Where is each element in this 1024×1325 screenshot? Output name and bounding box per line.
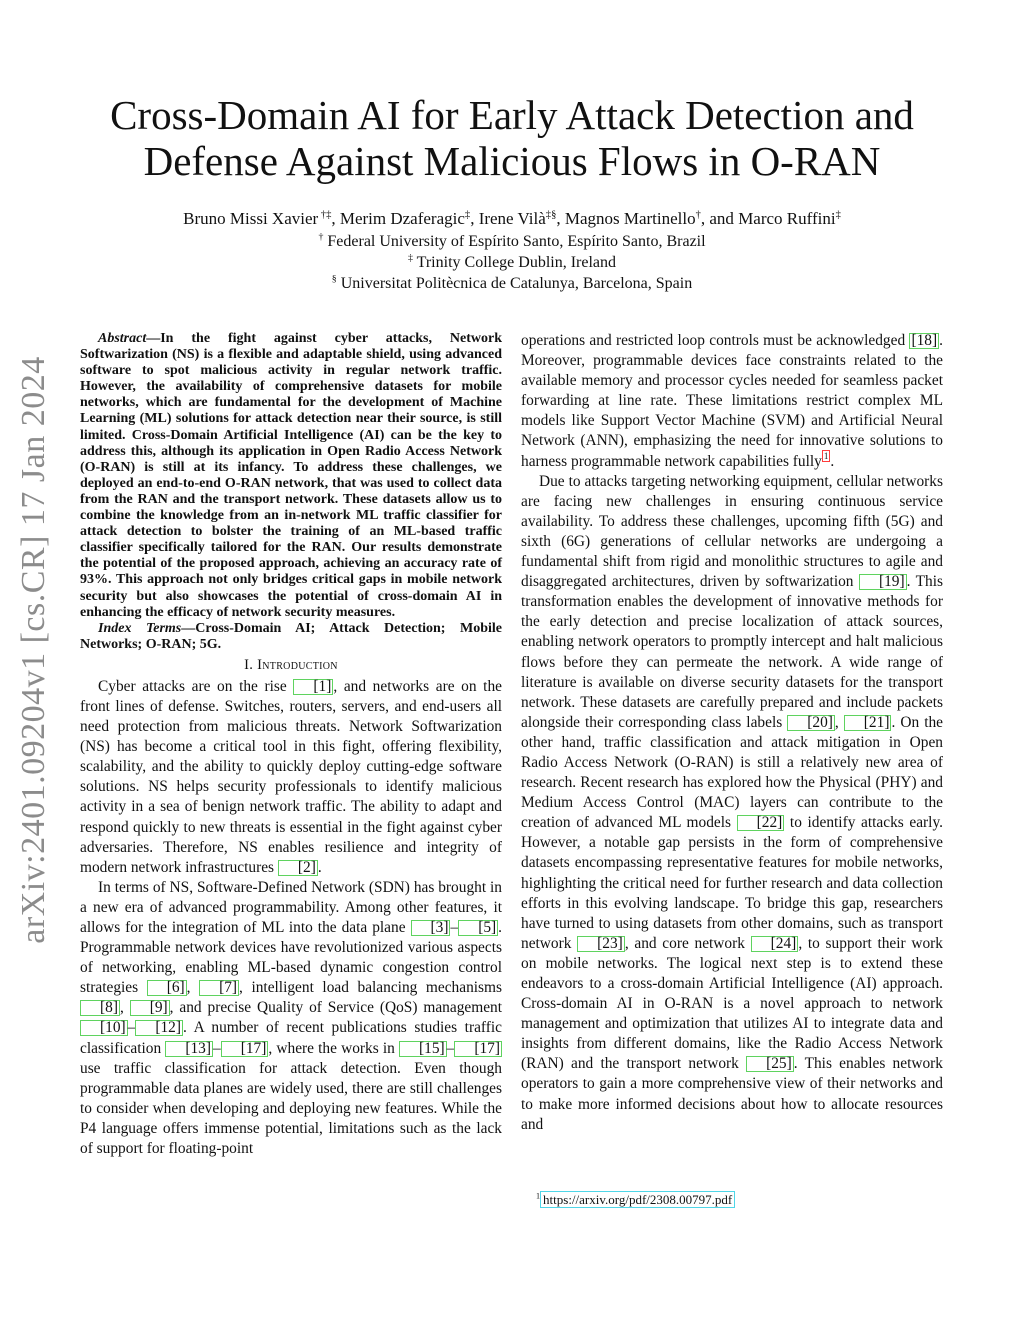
text-run: . A number of recent publications studies traffic classification [80, 1019, 502, 1057]
text-run: In terms of NS, Software-Defined Network (SDN) has brought in a new era of advanced programmability. Among other features, it allows for the integration of ML into the data plane [80, 878, 502, 936]
body-paragraph [80, 878, 502, 1159]
citation-link[interactable]: [20] [787, 715, 835, 731]
footnote-mark: 1 [536, 1191, 541, 1201]
citation-link[interactable]: [5] [458, 920, 498, 936]
text-run: , intelligent load balancing mechanisms [239, 979, 502, 997]
text-run: Due to attacks targeting networking equipment, cellular networks are facing new challenges in ensuring continuous service availability. To address these challenges, upcoming fifth (5G) and sixth (6G) generations of cellular networks are undergoing a fundamental shift from rigid and monolithic structures to agile and disaggregated architectures, driven by softwarization [521, 472, 943, 591]
author-marks: † [695, 209, 701, 221]
footnote-link[interactable]: https://arxiv.org/pdf/2308.00797.pdf [540, 1191, 735, 1208]
citation-link[interactable]: [12] [135, 1020, 183, 1036]
affiliation-list [60, 231, 964, 294]
citation-link[interactable]: [10] [80, 1020, 128, 1036]
citation-link[interactable]: [2] [278, 860, 318, 876]
citation-link[interactable]: [18] [911, 332, 938, 349]
index-terms: Index Terms—Cross-Domain AI; Attack Detection; Mobile Networks; O-RAN; 5G. [80, 620, 502, 652]
arxiv-stamp-text: arXiv:2401.09204v1 [cs.CR] 17 Jan 2024 [15, 356, 52, 944]
right-column [521, 331, 943, 1135]
citation-link[interactable]: [7] [199, 980, 239, 996]
citation-link[interactable]: [24] [751, 936, 799, 952]
text-run: operations and restricted loop controls must be acknowledged [521, 332, 910, 349]
citation-link[interactable]: [21] [844, 715, 892, 731]
author-name: Magnos Martinello [564, 209, 696, 228]
index-terms-text: Cross-Domain AI; Attack Detection; Mobile Networks; O-RAN; 5G. [80, 620, 502, 652]
body-paragraph [521, 472, 943, 1135]
author-name: Merim Dzaferagic [339, 209, 465, 228]
author-marks: ‡§ [545, 209, 557, 221]
index-terms-label: Index Terms [98, 620, 182, 636]
citation-link[interactable]: [25] [746, 1056, 794, 1072]
citation-link[interactable]: [15] [399, 1041, 447, 1057]
text-run: . This enables network operators to gain a more comprehensive view of their networks and to make more informed decisions about how to allocate resources and [521, 1055, 943, 1133]
citation-link[interactable]: [8] [80, 1000, 120, 1016]
text-run: to identify attacks early. However, a notable gap persists in the form of comprehensive datasets encompassing representative features for mobile networks, highlighting the critical need for further research and data collection efforts in this evolving landscape. To bridge this gap, researchers have turned to using datasets from other domains, such as transport network [521, 814, 943, 952]
text-run: . This transformation enables the development of innovative methods for the early detection and precise localization of attack sources, enabling network operators to promptly intercept and halt malicious flows before they can permeate the network. A wide range of literature is available on diverse security datasets for the transport network. These datasets are carefully prepared and include packets alongside their corresponding class labels [521, 573, 943, 731]
text-run: – [446, 1039, 455, 1057]
text-run: . Programmable network devices have revolutionized various aspects of networking, enabling ML-based dynamic congestion control strategies [80, 919, 502, 997]
text-run: – [450, 919, 459, 936]
text-run: use traffic classification for attack detection. Even though programmable data planes are widely used, there are still challenges to consider when developing and deploying new features. While the P4 language offers immense potential, limitations such as the lack of support for floating-point [80, 1059, 502, 1158]
author-name: Marco Ruffini [738, 209, 836, 228]
paper-title: Cross-Domain AI for Early Attack Detection and Defense Against Malicious Flows in O-RAN [110, 92, 914, 184]
affiliation: § Universitat Politècnica de Catalunya, Barcelona, Spain [331, 273, 693, 292]
text-run: . [317, 858, 322, 876]
left-column [80, 331, 502, 1159]
citation-link[interactable]: [6] [147, 980, 187, 996]
affiliation: ‡ Trinity College Dublin, Ireland [407, 252, 617, 271]
citation-link[interactable]: [3] [411, 920, 451, 936]
abstract-label: Abstract [98, 331, 147, 346]
footnote [536, 1192, 735, 1208]
citation-link[interactable]: [17] [454, 1041, 502, 1057]
citation-link[interactable]: [9] [130, 1000, 170, 1016]
text-run: . [830, 452, 835, 470]
text-run: – [127, 1019, 136, 1037]
text-run: – [213, 1039, 221, 1057]
citation-link[interactable]: [17] [221, 1041, 269, 1057]
text-run: , to support their work on mobile networks. The logical next step is to extend these endeavors to a cross-domain Artificial Intelligence (AI) approach. Cross-domain AI in O-RAN is a novel approach to network management and optimization that utilizes AI to integrate data and insights from different domains, like the Radio Access Network (RAN) and the transport network [521, 934, 943, 1073]
abstract-text: In the fight against cyber attacks, Network Softwarization (NS) is a flexible and adaptable shield, using advanced software to spot malicious activity in regular network traffic. However, the availability of comprehensive datasets for mobile networks, which are fundamental for the development of Machine Learning (ML) solutions for attack detection near their source, is still limited. Cross-Domain Artificial Intelligence (AI) can be the key to address this, although its application in Open Radio Access Network (O-RAN) is still at its infancy. To address these challenges, we deployed an end-to-end O-RAN network, that was used to collect data from the RAN and the transport network. These datasets allow us to combine the knowledge from an in-network ML traffic classifier for attack detection to bolster the training of an ML-based traffic classifier specifically tailored for the RAN. Our results demonstrate the potential of the proposed approach, achieving an accuracy rate of 93%. This approach not only bridges critical gaps in mobile network security but also showcases the potential of cross-domain AI in enhancing the efficacy of network security measures. [80, 331, 502, 620]
author-marks: ‡ [464, 209, 471, 221]
section-title: Introduction [257, 656, 338, 673]
text-run: . On the other hand, traffic classification and attack mitigation in Open Radio Access Network (O-RAN) is still a relatively new area of research. Recent research has explored how the Physical (PHY) and Medium Access Control (MAC) layers can contribute to the creation of advanced ML models [521, 713, 943, 832]
citation-link[interactable]: [23] [577, 936, 625, 952]
text-run: , [186, 979, 200, 997]
section-heading: I. Introduction [244, 656, 338, 673]
text-run: Cyber attacks are on the rise [98, 677, 294, 695]
author-marks: †‡ [318, 209, 332, 221]
footnote-ref[interactable]: 1 [823, 451, 829, 462]
text-run: , [834, 713, 844, 731]
citation-link[interactable]: [13] [165, 1041, 213, 1057]
text-run: , [119, 999, 130, 1017]
text-run: , and core network [624, 934, 751, 952]
affiliation: † Federal University of Espírito Santo, Espírito Santo, Brazil [318, 231, 706, 250]
text-run: , and networks are on the front lines of defense. Switches, routers, servers, and end-users all need protection from malicious threats. Network Softwarization (NS) has become a critical tool in this fight, offering flexibility, scalability, and the ability to quickly deploy cutting-edge software solutions. NS helps security professionals to identify malicious activity in a sea of benign network traffic. The ability to adapt and respond quickly to new threats is essential in the fight against cyber adversaries. Therefore, NS enables resilience and integrity of modern network infrastructures [80, 677, 502, 876]
text-run: , and precise Quality of Service (QoS) management [169, 999, 502, 1017]
citation-link[interactable]: [1] [293, 679, 333, 695]
author-list: Bruno Missi Xavier †‡, Merim Dzaferagic‡, Irene Vilà‡§, Magnos Martinello†, and Marco Ruffini‡ [183, 209, 841, 228]
text-run: . Moreover, programmable devices face constraints related to the available memory and processor cycles needed for seamless packet forwarding at line rate. These limitations restrict complex ML models like Support Vector Machine (SVM) and Artificial Neural Network (ANN), emphasizing the need for innovative solutions to harness programmable network capabilities fully [521, 332, 943, 470]
text-run: , where the works in [268, 1039, 399, 1057]
author-marks: ‡ [835, 209, 841, 221]
citation-link[interactable]: [22] [737, 815, 785, 831]
author-name: Irene Vilà [478, 209, 546, 228]
abstract: Abstract—In the fight against cyber attacks, Network Softwarization (NS) is a flexible and adaptable shield, using advanced software to spot malicious activity in regular network traffic. However, the availability of comprehensive datasets for mobile networks, which are fundamental for the development of Machine Learning (ML) solutions for attack detection near their source, is still limited. Cross-Domain Artificial Intelligence (AI) can be the key to address this, although its application in Open Radio Access Network (O-RAN) is still at its infancy. To address these challenges, we deployed an end-to-end O-RAN network, that was used to collect data from the RAN and the transport network. These datasets allow us to combine the knowledge from an in-network ML traffic classifier for attack detection to bolster the training of an ML-based traffic classifier specifically tailored for the RAN. Our results demonstrate the potential of the proposed approach, achieving an accuracy rate of 93%. This approach not only bridges critical gaps in mobile network security but also showcases the potential of cross-domain AI in enhancing the efficacy of network security measures. [80, 331, 502, 620]
body-paragraph [521, 331, 943, 472]
body-paragraph [80, 677, 502, 878]
author-name: Bruno Missi Xavier [183, 209, 319, 228]
citation-link[interactable]: [19] [859, 574, 907, 590]
arxiv-stamp [12, 340, 56, 960]
